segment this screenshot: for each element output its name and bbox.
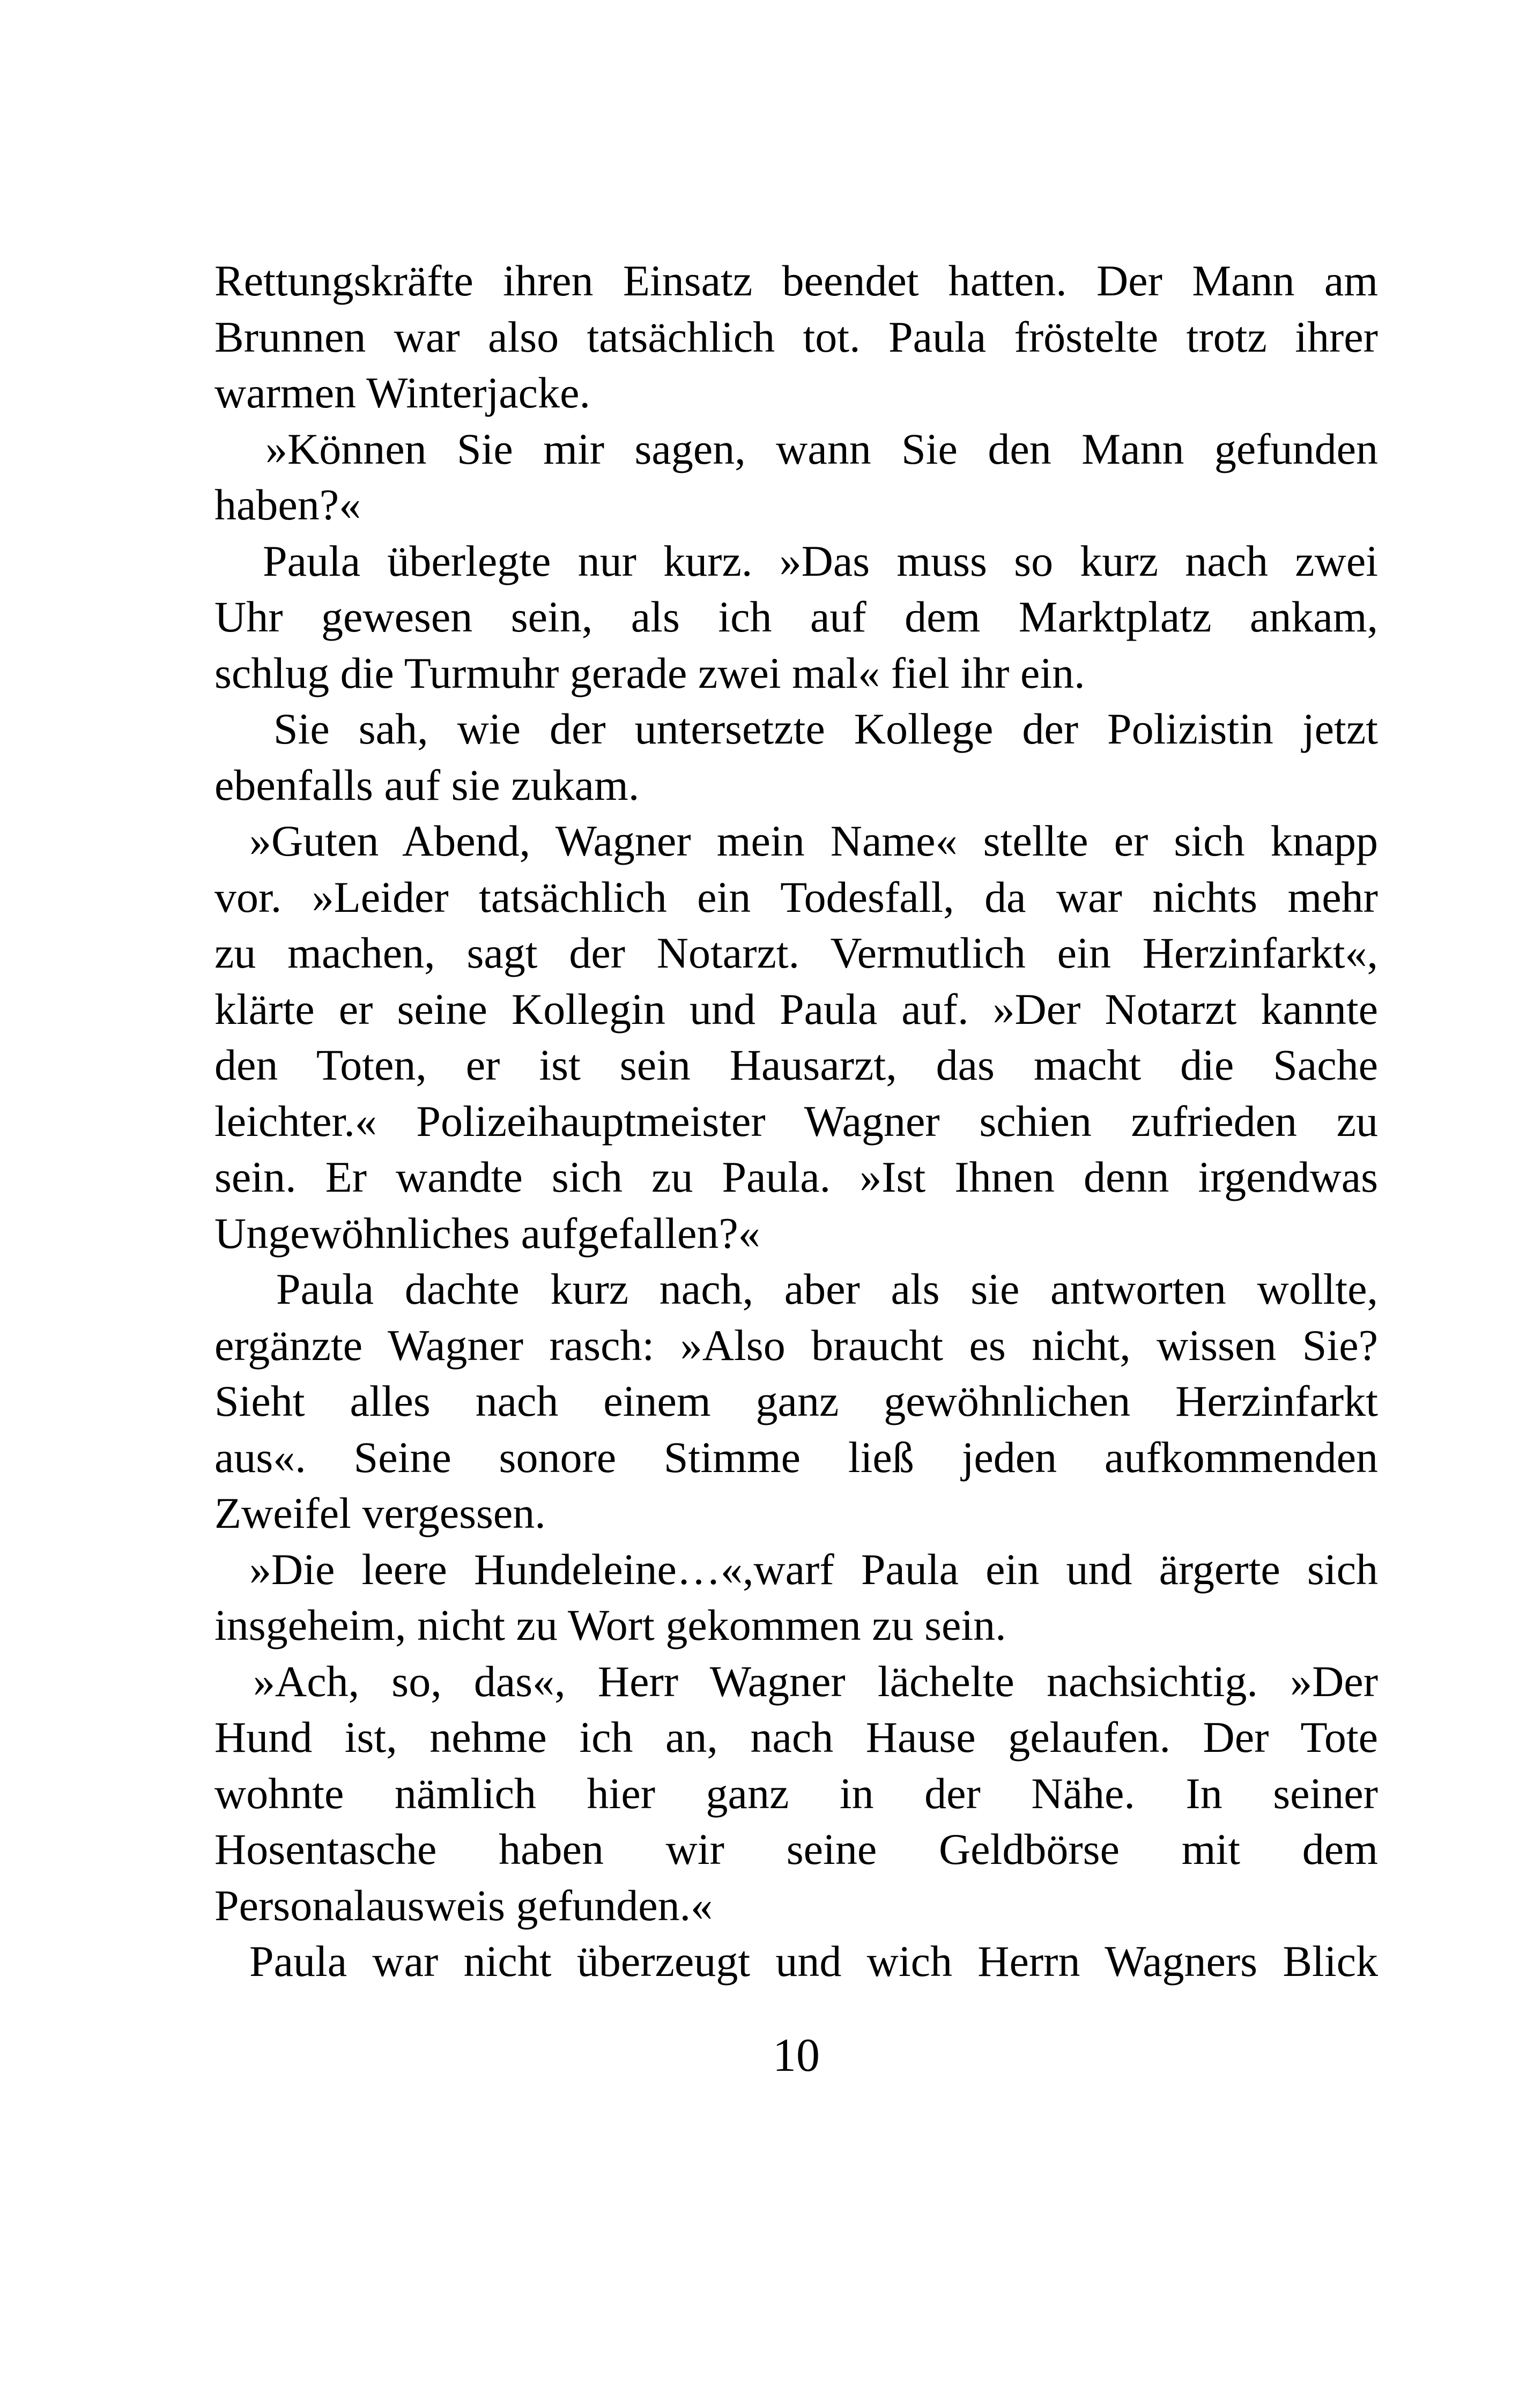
- text-line: leichter.« Polizeihauptmeister Wagner schien zufrieden zu: [214, 1096, 1378, 1146]
- text-line: Hosentasche haben wir seine Geldbörse mit dem: [214, 1825, 1378, 1874]
- text-line: zu machen, sagt der Notarzt. Vermutlich ein Herzinfarkt«,: [214, 928, 1378, 977]
- text-line: Sie sah, wie der untersetzte Kollege der Polizistin jetzt: [273, 704, 1378, 753]
- text-line: Paula überlegte nur kurz. »Das muss so kurz nach zwei: [263, 536, 1378, 585]
- text-line: »Guten Abend, Wagner mein Name« stellte er sich knapp: [249, 816, 1378, 865]
- text-line: insgeheim, nicht zu Wort gekommen zu sein.: [214, 1601, 1006, 1649]
- page-number: 10: [773, 2030, 820, 2082]
- text-line: Rettungskräfte ihren Einsatz beendet hatten. Der Mann am: [214, 256, 1378, 305]
- text-line: ergänzte Wagner rasch: »Also braucht es nicht, wissen Sie?: [214, 1320, 1378, 1370]
- text-line: ebenfalls auf sie zukam.: [214, 760, 640, 809]
- text-line: »Können Sie mir sagen, wann Sie den Mann gefunden: [265, 424, 1378, 473]
- text-line: sein. Er wandte sich zu Paula. »Ist Ihnen denn irgendwas: [214, 1153, 1378, 1201]
- text-line: klärte er seine Kollegin und Paula auf. »Der Notarzt kannte: [214, 984, 1378, 1034]
- text-line: Paula dachte kurz nach, aber als sie antworten wollte,: [276, 1265, 1378, 1313]
- text-line: Uhr gewesen sein, als ich auf dem Marktplatz ankam,: [214, 592, 1378, 641]
- text-line: vor. »Leider tatsächlich ein Todesfall, da war nichts mehr: [214, 872, 1378, 921]
- text-line: Brunnen war also tatsächlich tot. Paula fröstelte trotz ihrer: [214, 312, 1378, 361]
- text-line: »Ach, so, das«, Herr Wagner lächelte nachsichtig. »Der: [253, 1656, 1378, 1706]
- text-line: den Toten, er ist sein Hausarzt, das macht die Sache: [214, 1041, 1378, 1089]
- text-line: wohnte nämlich hier ganz in der Nähe. In seiner: [214, 1768, 1378, 1818]
- text-line: Paula war nicht überzeugt und wich Herrn Wagners Blick: [249, 1937, 1378, 1986]
- text-line: warmen Winterjacke.: [214, 368, 590, 417]
- text-line: haben?«: [214, 480, 361, 529]
- text-line: Ungewöhnliches aufgefallen?«: [214, 1208, 760, 1258]
- body-text: [214, 253, 1378, 1990]
- text-line: aus«. Seine sonore Stimme ließ jeden aufkommenden: [214, 1432, 1378, 1482]
- text-line: schlug die Turmuhr gerade zwei mal« fiel ihr ein.: [214, 648, 1085, 697]
- text-line: Zweifel vergessen.: [214, 1489, 546, 1537]
- text-line: »Die leere Hundeleine…«,warf Paula ein und ärgerte sich: [249, 1544, 1378, 1594]
- text-line: Hund ist, nehme ich an, nach Hause gelaufen. Der Tote: [214, 1713, 1378, 1762]
- text-line: Personalausweis gefunden.«: [214, 1881, 713, 1930]
- text-line: Sieht alles nach einem ganz gewöhnlichen Herzinfarkt: [214, 1377, 1378, 1425]
